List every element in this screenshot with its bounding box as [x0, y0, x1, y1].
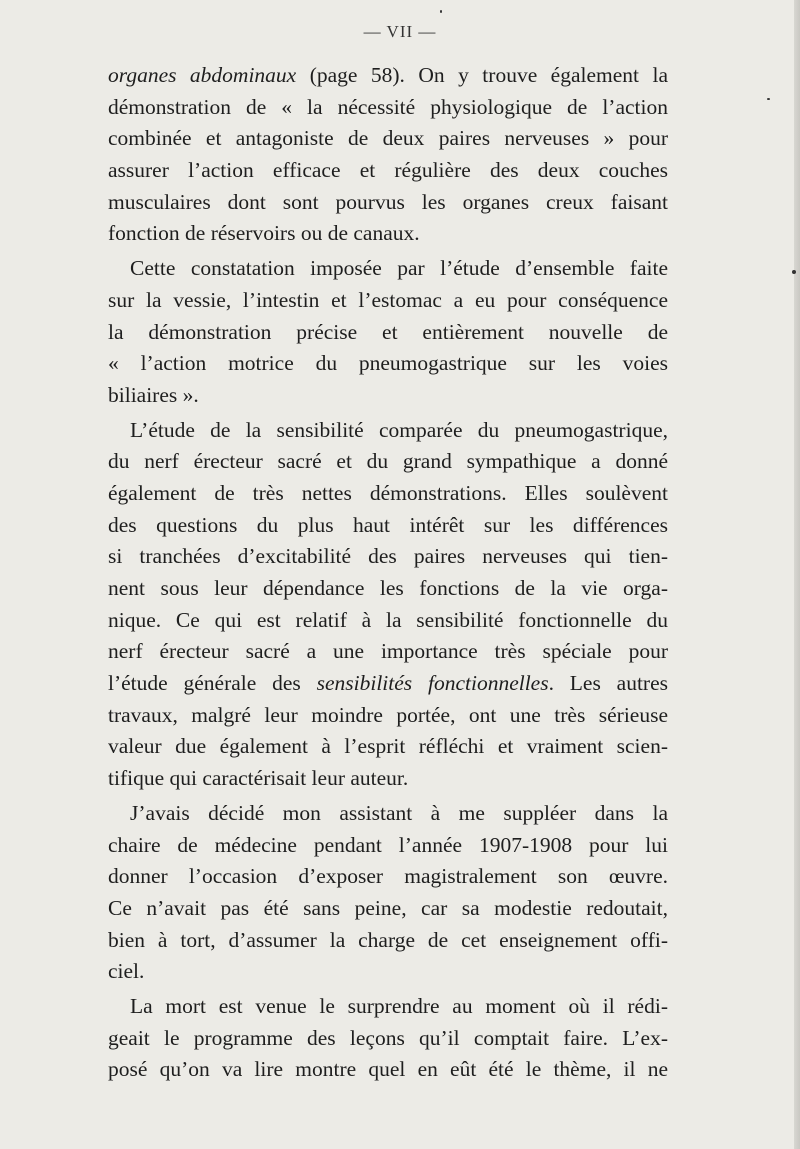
text-run: démonstration de « la nécessité physiologique de l’action — [108, 94, 668, 119]
scan-edge — [794, 0, 800, 1149]
text-line — [108, 187, 668, 219]
ink-speck — [767, 98, 770, 100]
text-run: assurer l’action efficace et régulière des deux couches — [108, 158, 668, 183]
text-line — [108, 285, 668, 317]
text-run: valeur due également à l’esprit réfléchi et vraiment scien- — [108, 734, 668, 759]
text-line — [108, 991, 668, 1023]
paragraph — [108, 415, 668, 795]
text-line — [108, 541, 668, 573]
text-line — [108, 60, 668, 92]
ink-speck — [440, 10, 442, 13]
text-line — [108, 636, 668, 668]
text-line — [108, 478, 668, 510]
text-run: (page 58). On y trouve également la — [296, 63, 668, 87]
text-run: des questions du plus haut intérêt sur les différences — [108, 512, 668, 537]
text-line — [108, 92, 668, 124]
text-run: nent sous leur dépendance les fonctions de la vie orga- — [108, 576, 668, 600]
italic-text: organes abdominaux — [108, 63, 297, 87]
text-line — [108, 218, 668, 250]
text-line — [108, 415, 668, 447]
text-run: fonction de réservoirs ou de canaux. — [108, 221, 420, 246]
text-run: biliaires ». — [108, 382, 199, 407]
text-run: Ce n’avait pas été sans peine, car sa modestie redoutait, — [108, 895, 668, 920]
text-run: L’étude de la sensibilité comparée du pneumogastrique, — [130, 417, 668, 442]
text-line — [108, 925, 668, 957]
text-line — [108, 668, 668, 700]
text-run: sur la vessie, l’intestin et l’estomac a eu pour conséquence — [108, 287, 668, 312]
text-line — [108, 731, 668, 763]
text-line — [108, 1054, 668, 1086]
ink-speck — [792, 270, 796, 274]
text-run: La mort est venue le surprendre au moment où il rédi- — [130, 993, 668, 1018]
text-run: « l’action motrice du pneumogastrique sur les voies — [108, 351, 668, 376]
text-line — [108, 763, 668, 795]
text-run: combinée et antagoniste de deux paires nerveuses » pour — [108, 126, 668, 151]
text-line — [108, 1023, 668, 1055]
text-line — [108, 446, 668, 478]
text-run: donner l’occasion d’exposer magistralement son œuvre. — [108, 864, 668, 889]
italic-text: sensibilités fonctionnelles — [316, 671, 549, 696]
text-line — [108, 155, 668, 187]
text-line — [108, 123, 668, 155]
text-run: J’avais décidé mon assistant à me suppléer dans la — [130, 800, 668, 825]
text-run: également de très nettes démonstrations. Elles soulèvent — [108, 480, 668, 505]
paragraph — [108, 253, 668, 411]
text-run: travaux, malgré leur moindre portée, ont une très sérieuse — [108, 702, 668, 727]
paragraph — [108, 60, 668, 250]
text-line — [108, 861, 668, 893]
text-line — [108, 380, 668, 412]
text-line — [108, 956, 668, 988]
text-run: l’étude générale des — [108, 671, 317, 696]
text-run: Cette constatation imposée par l’étude d’ensemble faite — [130, 256, 668, 281]
text-run: nerf érecteur sacré a une importance très spéciale pour — [108, 639, 668, 664]
body-text — [108, 60, 668, 1086]
text-line — [108, 573, 668, 605]
text-run: si tranchées d’excitabilité des paires nerveuses qui tien- — [108, 544, 668, 569]
text-run: nique. Ce qui est relatif à la sensibilité fonctionnelle du — [108, 607, 668, 632]
text-run: musculaires dont sont pourvus les organes creux faisant — [108, 189, 668, 214]
text-line — [108, 893, 668, 925]
text-run: . Les autres — [548, 671, 668, 696]
text-line — [108, 798, 668, 830]
text-run: tifique qui caractérisait leur auteur. — [108, 766, 409, 791]
text-run: chaire de médecine pendant l’année 1907-1908 pour lui — [108, 832, 668, 857]
page-number: — VII — — [363, 22, 437, 41]
text-run: du nerf érecteur sacré et du grand sympathique a donné — [108, 449, 668, 474]
text-run: la démonstration précise et entièrement nouvelle de — [108, 319, 668, 344]
text-run: geait le programme des leçons qu’il comptait faire. L’ex- — [108, 1025, 668, 1050]
text-line — [108, 253, 668, 285]
text-run: posé qu’on va lire montre quel en eût été le thème, il ne — [108, 1057, 668, 1082]
text-line — [108, 348, 668, 380]
text-line — [108, 700, 668, 732]
text-line — [108, 830, 668, 862]
text-line — [108, 317, 668, 349]
paragraph — [108, 798, 668, 988]
text-line — [108, 605, 668, 637]
text-line — [108, 510, 668, 542]
paragraph — [108, 991, 668, 1086]
text-run: bien à tort, d’assumer la charge de cet enseignement offi- — [108, 927, 668, 952]
text-run: ciel. — [108, 959, 145, 984]
